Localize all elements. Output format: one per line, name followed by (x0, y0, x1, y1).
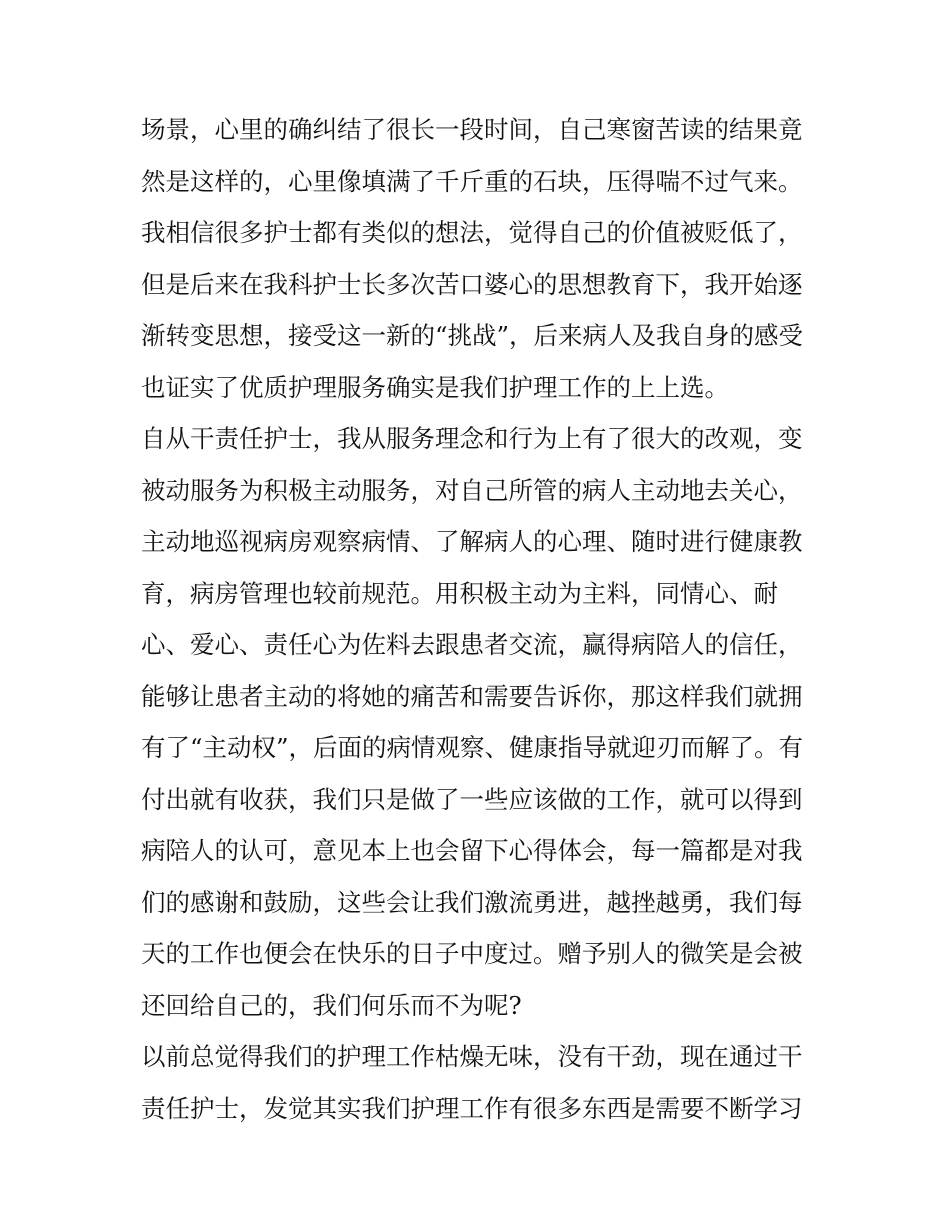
text-line: 也证实了优质护理服务确实是我们护理工作的上上选。 (141, 372, 729, 402)
text-line: 责任护士，发觉其实我们护理工作有很多东西是需要不断学习 (141, 1093, 803, 1123)
text-line: 场景，心里的确纠结了很长一段时间，自己寒窗苦读的结果竟 (141, 115, 803, 144)
text-line: 有了“主动权”，后面的病情观察、健康指导就迎刃而解了。有 (141, 733, 804, 762)
body-text (141, 104, 821, 1134)
text-line: 心、爱心、责任心为佐料去跟患者交流，赢得病陪人的信任， (141, 630, 803, 659)
text-line: 们的感谢和鼓励，这些会让我们激流勇进，越挫越勇，我们每 (141, 887, 803, 917)
text-line: 天的工作也便会在快乐的日子中度过。赠予别人的微笑是会被 (141, 939, 803, 968)
text-line: 以前总觉得我们的护理工作枯燥无味，没有干劲，现在通过干 (141, 1042, 803, 1071)
text-line: 我相信很多护士都有类似的想法，觉得自己的价值被贬低了， (141, 218, 803, 247)
text-line: 病陪人的认可，意见本上也会留下心得体会，每一篇都是对我 (141, 836, 803, 865)
text-line: 渐转变思想，接受这一新的“挑战”，后来病人及我自身的感受 (141, 321, 804, 350)
text-line: 然是这样的，心里像填满了千斤重的石块，压得喘不过气来。 (141, 166, 803, 196)
text-line: 主动地巡视病房观察病情、了解病人的心理、随时进行健康教 (141, 527, 803, 556)
text-line: 能够让患者主动的将她的痛苦和需要告诉你，那这样我们就拥 (141, 681, 803, 711)
text-line: 付出就有收获，我们只是做了一些应该做的工作，就可以得到 (141, 784, 803, 814)
text-line: 自从干责任护士，我从服务理念和行为上有了很大的改观，变 (141, 424, 803, 453)
text-line: 被动服务为积极主动服务，对自己所管的病人主动地去关心， (141, 475, 803, 505)
text-line: 但是后来在我科护士长多次苦口婆心的思想教育下，我开始逐 (141, 269, 803, 299)
text-line: 育，病房管理也较前规范。用积极主动为主料，同情心、耐 (141, 578, 778, 608)
text-line: 还回给自己的，我们何乐而不为呢? (141, 990, 522, 1020)
